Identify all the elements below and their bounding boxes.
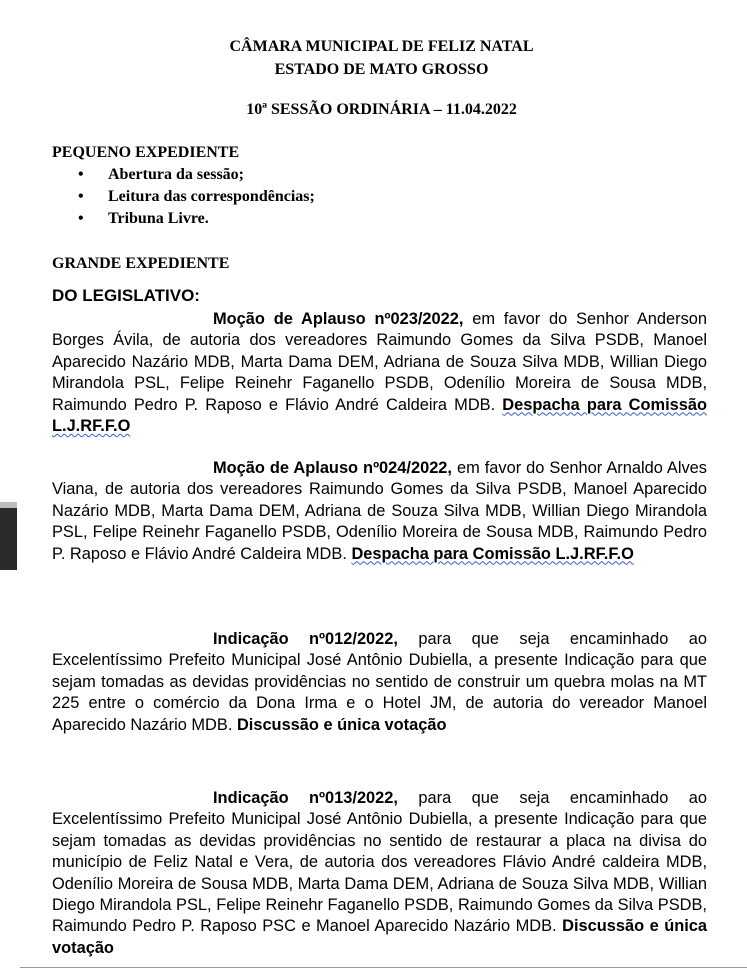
pequeno-expediente-title: PEQUENO EXPEDIENTE xyxy=(52,144,240,161)
document-paragraph: Indicação nº013/2022, para que seja encaminhado ao Excelentíssimo Prefeito Municipal José Antônio Dubiella, a presente Indicação para que sejam tomadas as devidas providências no sentido de restaurar a placa na divisa do município de Feliz Natal e Vera, de autoria dos vereadores Flávio André caldeira MDB, Odenílio Moreira de Sousa MDB, Marta Dama DEM, Adriana de Souza Silva MDB, Willian Diego Mirandola PSL, Felipe Reinehr Faganello PSDB, Raimundo Gomes da Silva PSDB, Raimundo Pedro P. Raposo PSC e Manoel Aparecido Nazário MDB. Discussão e única votação xyxy=(52,789,708,957)
side-panel-tab[interactable] xyxy=(0,508,17,570)
chamber-name: CÂMARA MUNICIPAL DE FELIZ NATAL xyxy=(229,38,534,55)
grande-expediente-title: GRANDE EXPEDIENTE xyxy=(52,255,230,272)
bullet-icon: • xyxy=(78,166,84,183)
list-item: • Leitura das correspondências; xyxy=(52,186,315,208)
document-paragraph: Moção de Aplauso nº024/2022, em favor do Senhor Arnaldo Alves Viana, de autoria dos vereadores Raimundo Gomes da Silva PSDB, Manoel Aparecido Nazário MDB, Marta Dama DEM, Adriana de Souza Silva MDB, Willian Diego Mirandola PSL, Felipe Reinehr Faganello PSDB, Odenílio Moreira de Sousa MDB, Raimundo Pedro P. Raposo e Flávio André Caldeira MDB. Despacha para Comissão L.J.RF.F.O xyxy=(52,459,707,563)
session-title: 10ª SESSÃO ORDINÁRIA – 11.04.2022 xyxy=(246,101,517,118)
bullet-icon: • xyxy=(78,210,84,227)
bullet-icon: • xyxy=(78,188,84,205)
page-divider xyxy=(20,967,747,968)
document-paragraph: Moção de Aplauso nº023/2022, em favor do Senhor Anderson Borges Ávila, de autoria dos vereadores Raimundo Gomes da Silva PSDB, Manoel Aparecido Nazário MDB, Marta Dama DEM, Adriana de Souza Silva MDB, Willian Diego Mirandola PSL, Felipe Reinehr Faganello PSDB, Odenílio Moreira de Sousa MDB, Raimundo Pedro P. Raposo e Flávio André Caldeira MDB. Despacha para Comissão L.J.RF.F.O xyxy=(52,310,707,436)
state-name: ESTADO DE MATO GROSSO xyxy=(274,61,489,78)
list-item: • Abertura da sessão; xyxy=(52,164,315,186)
document-paragraph: Indicação nº012/2022, para que seja encaminhado ao Excelentíssimo Prefeito Municipal José Antônio Dubiella, a presente Indicação para que sejam tomadas as devidas providências no sentido de construir um quebra molas na MT 225 entre o comércio da Dona Irma e o Hotel JM, de autoria do vereador Manoel Aparecido Nazário MDB. Discussão e única votação xyxy=(52,630,708,734)
list-item: • Tribuna Livre. xyxy=(52,208,315,230)
pequeno-expediente-list xyxy=(52,164,315,230)
legislativo-title: DO LEGISLATIVO: xyxy=(52,286,200,305)
